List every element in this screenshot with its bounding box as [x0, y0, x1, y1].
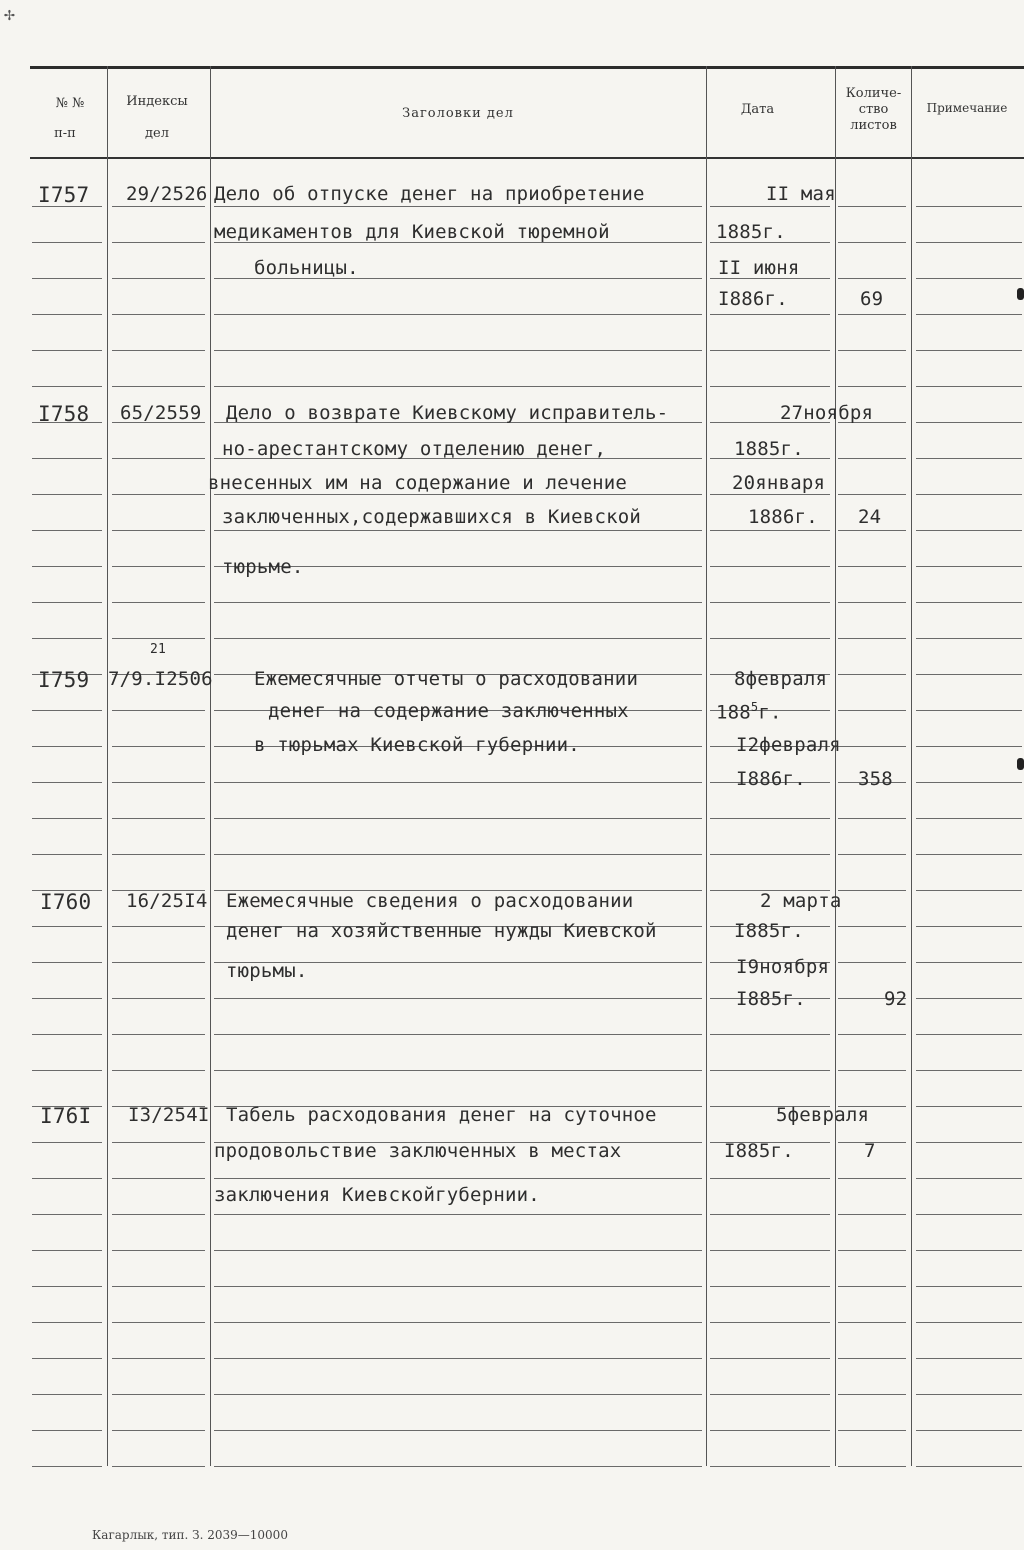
ruled-line — [916, 1394, 1022, 1395]
entry-sheet-count: 69 — [860, 288, 884, 310]
entry-date-suffix: г. — [758, 701, 782, 724]
ruled-line — [838, 1070, 906, 1071]
entry-date: I886г. — [736, 768, 806, 790]
ruled-line — [112, 1286, 205, 1287]
ruled-line — [32, 278, 102, 279]
ruled-line — [838, 1250, 906, 1251]
ruled-line — [916, 710, 1022, 711]
ruled-line — [710, 638, 830, 639]
corner-mark-icon: ✢ — [4, 4, 15, 25]
ruled-line — [916, 854, 1022, 855]
ruled-line — [916, 1358, 1022, 1359]
ruled-line — [710, 1178, 830, 1179]
entry-date: I885г. — [736, 988, 806, 1010]
ruled-line — [214, 1214, 702, 1215]
ruled-line — [838, 530, 906, 531]
header-count-2: ство — [858, 102, 889, 117]
ruled-line — [916, 746, 1022, 747]
margin-dot-icon — [1017, 758, 1024, 770]
entry-index-note: 21 — [150, 642, 167, 657]
ruled-line — [916, 1106, 1022, 1107]
ruled-line — [112, 818, 205, 819]
ruled-line — [916, 1430, 1022, 1431]
ruled-line — [838, 1358, 906, 1359]
ruled-line — [916, 350, 1022, 351]
entry-index: 65/2559 — [120, 402, 202, 424]
ruled-line — [838, 386, 906, 387]
ruled-line — [710, 206, 830, 207]
ruled-line — [214, 1466, 702, 1467]
top-rule — [30, 66, 1024, 69]
ruled-line — [32, 1286, 102, 1287]
header-num: № № — [55, 96, 85, 111]
header-title: Заголовки дел — [402, 106, 514, 121]
ruled-line — [32, 638, 102, 639]
ruled-line — [838, 458, 906, 459]
ruled-line — [32, 1322, 102, 1323]
ruled-line — [916, 926, 1022, 927]
entry-title-line: в тюрьмах Киевской губернии. — [254, 734, 580, 756]
ruled-line — [838, 890, 906, 891]
ruled-line — [32, 1358, 102, 1359]
entry-date: 2 марта — [760, 890, 842, 912]
ruled-line — [214, 494, 702, 495]
ruled-line — [112, 1178, 205, 1179]
ruled-line — [916, 386, 1022, 387]
col-divider — [706, 66, 707, 1466]
header-rule — [30, 157, 1024, 159]
ruled-line — [838, 494, 906, 495]
ruled-line — [214, 206, 702, 207]
entry-index: I3/254I — [128, 1104, 210, 1126]
ruled-line — [710, 1466, 830, 1467]
ruled-line — [838, 1178, 906, 1179]
ruled-line — [838, 674, 906, 675]
ruled-line — [838, 1286, 906, 1287]
entry-date: 1885г. — [716, 221, 786, 243]
ruled-line — [32, 602, 102, 603]
ruled-line — [214, 638, 702, 639]
entry-number: I76I — [40, 1104, 92, 1128]
ruled-line — [112, 350, 205, 351]
ruled-line — [838, 1430, 906, 1431]
ruled-line — [916, 1034, 1022, 1035]
ruled-line — [916, 1250, 1022, 1251]
entry-date: II июня — [718, 257, 800, 279]
entry-number: I758 — [38, 402, 90, 426]
ruled-line — [112, 638, 205, 639]
ruled-line — [32, 1430, 102, 1431]
ruled-line — [214, 1250, 702, 1251]
ruled-line — [214, 530, 702, 531]
ruled-line — [32, 926, 102, 927]
entry-date — [716, 700, 782, 723]
margin-dot-icon — [1017, 288, 1024, 300]
ruled-line — [112, 1358, 205, 1359]
entry-date: 20января — [732, 472, 826, 494]
ruled-line — [838, 710, 906, 711]
ruled-line — [838, 206, 906, 207]
ruled-line — [32, 350, 102, 351]
ruled-line — [916, 1466, 1022, 1467]
entry-date: 1885г. — [734, 438, 804, 460]
entry-number: I760 — [40, 890, 92, 914]
ruled-line — [916, 458, 1022, 459]
ruled-line — [710, 1034, 830, 1035]
ruled-line — [112, 1322, 205, 1323]
ruled-line — [838, 242, 906, 243]
ruled-line — [838, 350, 906, 351]
ruled-line — [916, 998, 1022, 999]
col-divider — [835, 66, 836, 1466]
ruled-line — [112, 1142, 205, 1143]
entry-title-line: заключения Киевскойгубернии. — [214, 1184, 540, 1206]
header-date: Дата — [740, 102, 775, 117]
ruled-line — [916, 1142, 1022, 1143]
ruled-line — [214, 602, 702, 603]
ruled-line — [112, 386, 205, 387]
ruled-line — [214, 782, 702, 783]
ruled-line — [916, 674, 1022, 675]
ruled-line — [214, 386, 702, 387]
ruled-line — [112, 206, 205, 207]
ruled-line — [214, 1322, 702, 1323]
ruled-line — [32, 314, 102, 315]
ruled-line — [710, 854, 830, 855]
ruled-line — [838, 1034, 906, 1035]
entry-sheet-count: 24 — [858, 506, 882, 528]
ruled-line — [710, 530, 830, 531]
entry-title-line: денег на содержание заключенных — [268, 700, 629, 722]
ruled-line — [916, 782, 1022, 783]
entry-title-line: больницы. — [254, 257, 359, 279]
ruled-line — [838, 926, 906, 927]
entry-title-line: медикаментов для Киевской тюремной — [214, 221, 610, 243]
ruled-line — [214, 854, 702, 855]
ruled-line — [112, 566, 205, 567]
ruled-line — [32, 1250, 102, 1251]
ruled-line — [112, 746, 205, 747]
ruled-line — [916, 242, 1022, 243]
ruled-line — [838, 818, 906, 819]
ruled-line — [214, 1286, 702, 1287]
ruled-line — [838, 854, 906, 855]
ruled-line — [916, 314, 1022, 315]
ruled-line — [214, 1358, 702, 1359]
ruled-line — [710, 1070, 830, 1071]
entry-date: I2февраля — [736, 734, 841, 756]
ruled-line — [838, 278, 906, 279]
ruled-line — [916, 494, 1022, 495]
ruled-line — [838, 1466, 906, 1467]
header-count-1: Количе- — [845, 86, 902, 101]
ruled-line — [838, 1214, 906, 1215]
ruled-line — [32, 242, 102, 243]
ruled-line — [710, 818, 830, 819]
ruled-line — [710, 1250, 830, 1251]
ruled-line — [32, 458, 102, 459]
ruled-line — [214, 998, 702, 999]
header-note: Примечание — [926, 101, 1008, 115]
entry-title-line: но-арестантскому отделению денег, — [222, 438, 607, 460]
ruled-line — [710, 386, 830, 387]
entry-title-line: тюрьме. — [222, 556, 304, 578]
ruled-line — [916, 206, 1022, 207]
entry-title-line: Ежемесячные сведения о расходовании — [226, 890, 634, 912]
entry-index: 29/2526 — [126, 183, 208, 205]
ruled-line — [838, 1322, 906, 1323]
entry-title-line: Дело об отпуске денег на приобретение — [214, 183, 645, 205]
entry-date — [748, 506, 818, 528]
col-divider — [107, 66, 108, 1466]
entry-date-year: 188 — [716, 701, 751, 724]
entry-date: I9ноября — [736, 956, 830, 978]
ruled-line — [112, 962, 205, 963]
entry-date-digit: 5 — [750, 700, 759, 714]
ruled-line — [710, 1358, 830, 1359]
ruled-line — [710, 1394, 830, 1395]
entry-date: I885г. — [734, 920, 804, 942]
ruled-line — [32, 854, 102, 855]
ruled-line — [32, 566, 102, 567]
ruled-line — [214, 1178, 702, 1179]
ruled-line — [916, 638, 1022, 639]
entry-date: 27ноября — [780, 402, 874, 424]
entry-title-line: Табель расходования денег на суточное — [226, 1104, 657, 1126]
entry-title-line: заключенных,содержавшихся в Киевской — [222, 506, 642, 528]
entry-date: II мая — [766, 183, 836, 205]
ruled-line — [710, 350, 830, 351]
entry-sheet-count: 92 — [884, 988, 908, 1010]
ruled-line — [112, 314, 205, 315]
ruled-line — [32, 962, 102, 963]
entry-date: I886г. — [718, 288, 788, 310]
ruled-line — [32, 1142, 102, 1143]
ruled-line — [916, 1178, 1022, 1179]
ruled-line — [916, 962, 1022, 963]
ruled-line — [32, 782, 102, 783]
entry-title-line: Дело о возврате Киевскому исправитель- — [226, 402, 669, 424]
ruled-line — [112, 494, 205, 495]
ruled-line — [214, 1394, 702, 1395]
ruled-line — [710, 1430, 830, 1431]
ruled-line — [32, 1070, 102, 1071]
ruled-line — [112, 782, 205, 783]
ruled-line — [214, 1070, 702, 1071]
entry-title-line: внесенных им на содержание и лечение — [208, 472, 628, 494]
ruled-line — [710, 1214, 830, 1215]
header-index-sub: дел — [145, 126, 169, 141]
ruled-line — [112, 278, 205, 279]
entry-title-line: тюрьмы. — [226, 960, 308, 982]
ruled-line — [32, 998, 102, 999]
ruled-line — [838, 602, 906, 603]
col-divider — [210, 66, 211, 1466]
ruled-line — [112, 710, 205, 711]
ruled-line — [214, 818, 702, 819]
ruled-line — [838, 638, 906, 639]
entry-date-year: 1886 — [748, 506, 795, 528]
ruled-line — [32, 746, 102, 747]
entry-date: 8февраля — [734, 668, 828, 690]
ruled-line — [32, 710, 102, 711]
ruled-line — [916, 1214, 1022, 1215]
ruled-line — [32, 1034, 102, 1035]
entry-index: 7/9.I2506 — [108, 668, 213, 690]
ruled-line — [710, 314, 830, 315]
ruled-line — [112, 926, 205, 927]
entry-number: I757 — [38, 183, 90, 207]
ruled-line — [916, 818, 1022, 819]
col-divider — [911, 66, 912, 1466]
ruled-line — [32, 818, 102, 819]
entry-sheet-count: 358 — [858, 768, 893, 790]
ruled-line — [916, 1070, 1022, 1071]
ruled-line — [112, 998, 205, 999]
ruled-line — [214, 1430, 702, 1431]
ruled-line — [710, 1286, 830, 1287]
entry-number: I759 — [38, 668, 90, 692]
ruled-line — [710, 566, 830, 567]
ruled-line — [112, 602, 205, 603]
ruled-line — [710, 602, 830, 603]
ruled-line — [214, 314, 702, 315]
ruled-line — [112, 1034, 205, 1035]
entry-index: 16/25I4 — [126, 890, 208, 912]
ruled-line — [916, 422, 1022, 423]
ruled-line — [838, 962, 906, 963]
ruled-line — [838, 1394, 906, 1395]
ruled-line — [710, 1322, 830, 1323]
header-index: Индексы — [126, 94, 188, 109]
ruled-line — [214, 350, 702, 351]
ruled-line — [112, 854, 205, 855]
entry-title-line: Ежемесячные отчеты о расходовании — [254, 668, 639, 690]
ruled-line — [214, 1034, 702, 1035]
ruled-line — [838, 746, 906, 747]
printer-footer: Кагарлык, тип. З. 2039—10000 — [92, 1528, 288, 1542]
ruled-line — [112, 1070, 205, 1071]
ruled-line — [710, 494, 830, 495]
ruled-line — [32, 494, 102, 495]
ruled-line — [32, 530, 102, 531]
ruled-line — [112, 1250, 205, 1251]
ruled-line — [916, 602, 1022, 603]
ruled-line — [112, 1466, 205, 1467]
ruled-line — [112, 530, 205, 531]
entry-title-line: продовольствие заключенных в местах — [214, 1140, 622, 1162]
ruled-line — [112, 1430, 205, 1431]
entry-date-suffix: г. — [794, 506, 818, 528]
entry-title-line: денег на хозяйственные нужды Киевской — [226, 920, 657, 942]
ruled-line — [112, 1214, 205, 1215]
entry-date: I885г. — [724, 1140, 794, 1162]
ruled-line — [32, 1214, 102, 1215]
ruled-line — [32, 1466, 102, 1467]
ruled-line — [112, 458, 205, 459]
ruled-line — [916, 1286, 1022, 1287]
ruled-line — [916, 890, 1022, 891]
ruled-line — [916, 278, 1022, 279]
entry-date: 5февраля — [776, 1104, 870, 1126]
ruled-line — [32, 1178, 102, 1179]
ruled-line — [32, 1394, 102, 1395]
ruled-line — [112, 1394, 205, 1395]
header-num-sub: п-п — [54, 126, 76, 141]
ruled-line — [916, 566, 1022, 567]
ruled-line — [838, 314, 906, 315]
ruled-line — [916, 530, 1022, 531]
entry-sheet-count: 7 — [864, 1140, 876, 1162]
ruled-line — [32, 386, 102, 387]
ruled-line — [916, 1322, 1022, 1323]
ruled-line — [838, 566, 906, 567]
header-count-3: листов — [850, 118, 897, 133]
ruled-line — [112, 242, 205, 243]
